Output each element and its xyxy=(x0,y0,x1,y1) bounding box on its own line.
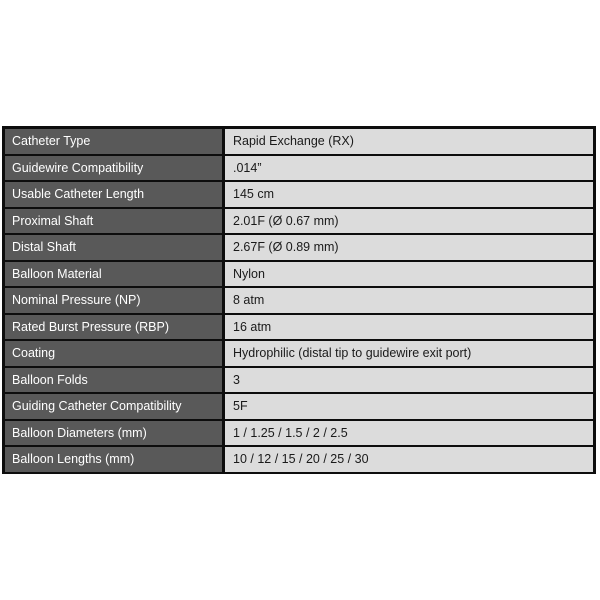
row-value-balloon-folds: 3 xyxy=(225,368,593,393)
row-label-balloon-diameters: Balloon Diameters (mm) xyxy=(5,421,222,446)
row-value-usable-catheter-length: 145 cm xyxy=(225,182,593,207)
row-label-coating: Coating xyxy=(5,341,222,366)
table-row xyxy=(5,341,593,366)
row-value-coating: Hydrophilic (distal tip to guidewire exit port) xyxy=(225,341,593,366)
table-row xyxy=(5,288,593,313)
row-label-catheter-type: Catheter Type xyxy=(5,129,222,154)
row-label-balloon-lengths: Balloon Lengths (mm) xyxy=(5,447,222,472)
row-value-distal-shaft: 2.67F (Ø 0.89 mm) xyxy=(225,235,593,260)
row-label-balloon-material: Balloon Material xyxy=(5,262,222,287)
row-label-nominal-pressure: Nominal Pressure (NP) xyxy=(5,288,222,313)
table-row xyxy=(5,182,593,207)
table-row xyxy=(5,315,593,340)
table-row xyxy=(5,209,593,234)
row-label-distal-shaft: Distal Shaft xyxy=(5,235,222,260)
table-row xyxy=(5,129,593,154)
row-value-guiding-catheter-compatibility: 5F xyxy=(225,394,593,419)
row-label-proximal-shaft: Proximal Shaft xyxy=(5,209,222,234)
row-value-rated-burst-pressure: 16 atm xyxy=(225,315,593,340)
row-label-balloon-folds: Balloon Folds xyxy=(5,368,222,393)
table-row xyxy=(5,262,593,287)
table-row xyxy=(5,156,593,181)
table-row xyxy=(5,368,593,393)
row-value-balloon-diameters: 1 / 1.25 / 1.5 / 2 / 2.5 xyxy=(225,421,593,446)
row-label-usable-catheter-length: Usable Catheter Length xyxy=(5,182,222,207)
row-value-balloon-lengths: 10 / 12 / 15 / 20 / 25 / 30 xyxy=(225,447,593,472)
specifications-table xyxy=(2,126,596,474)
table-row xyxy=(5,421,593,446)
table-row xyxy=(5,394,593,419)
row-value-catheter-type: Rapid Exchange (RX) xyxy=(225,129,593,154)
table-row xyxy=(5,235,593,260)
row-value-balloon-material: Nylon xyxy=(225,262,593,287)
row-value-proximal-shaft: 2.01F (Ø 0.67 mm) xyxy=(225,209,593,234)
row-label-rated-burst-pressure: Rated Burst Pressure (RBP) xyxy=(5,315,222,340)
row-value-nominal-pressure: 8 atm xyxy=(225,288,593,313)
row-value-guidewire-compatibility: .014” xyxy=(225,156,593,181)
row-label-guiding-catheter-compatibility: Guiding Catheter Compatibility xyxy=(5,394,222,419)
table-row xyxy=(5,447,593,472)
row-label-guidewire-compatibility: Guidewire Compatibility xyxy=(5,156,222,181)
